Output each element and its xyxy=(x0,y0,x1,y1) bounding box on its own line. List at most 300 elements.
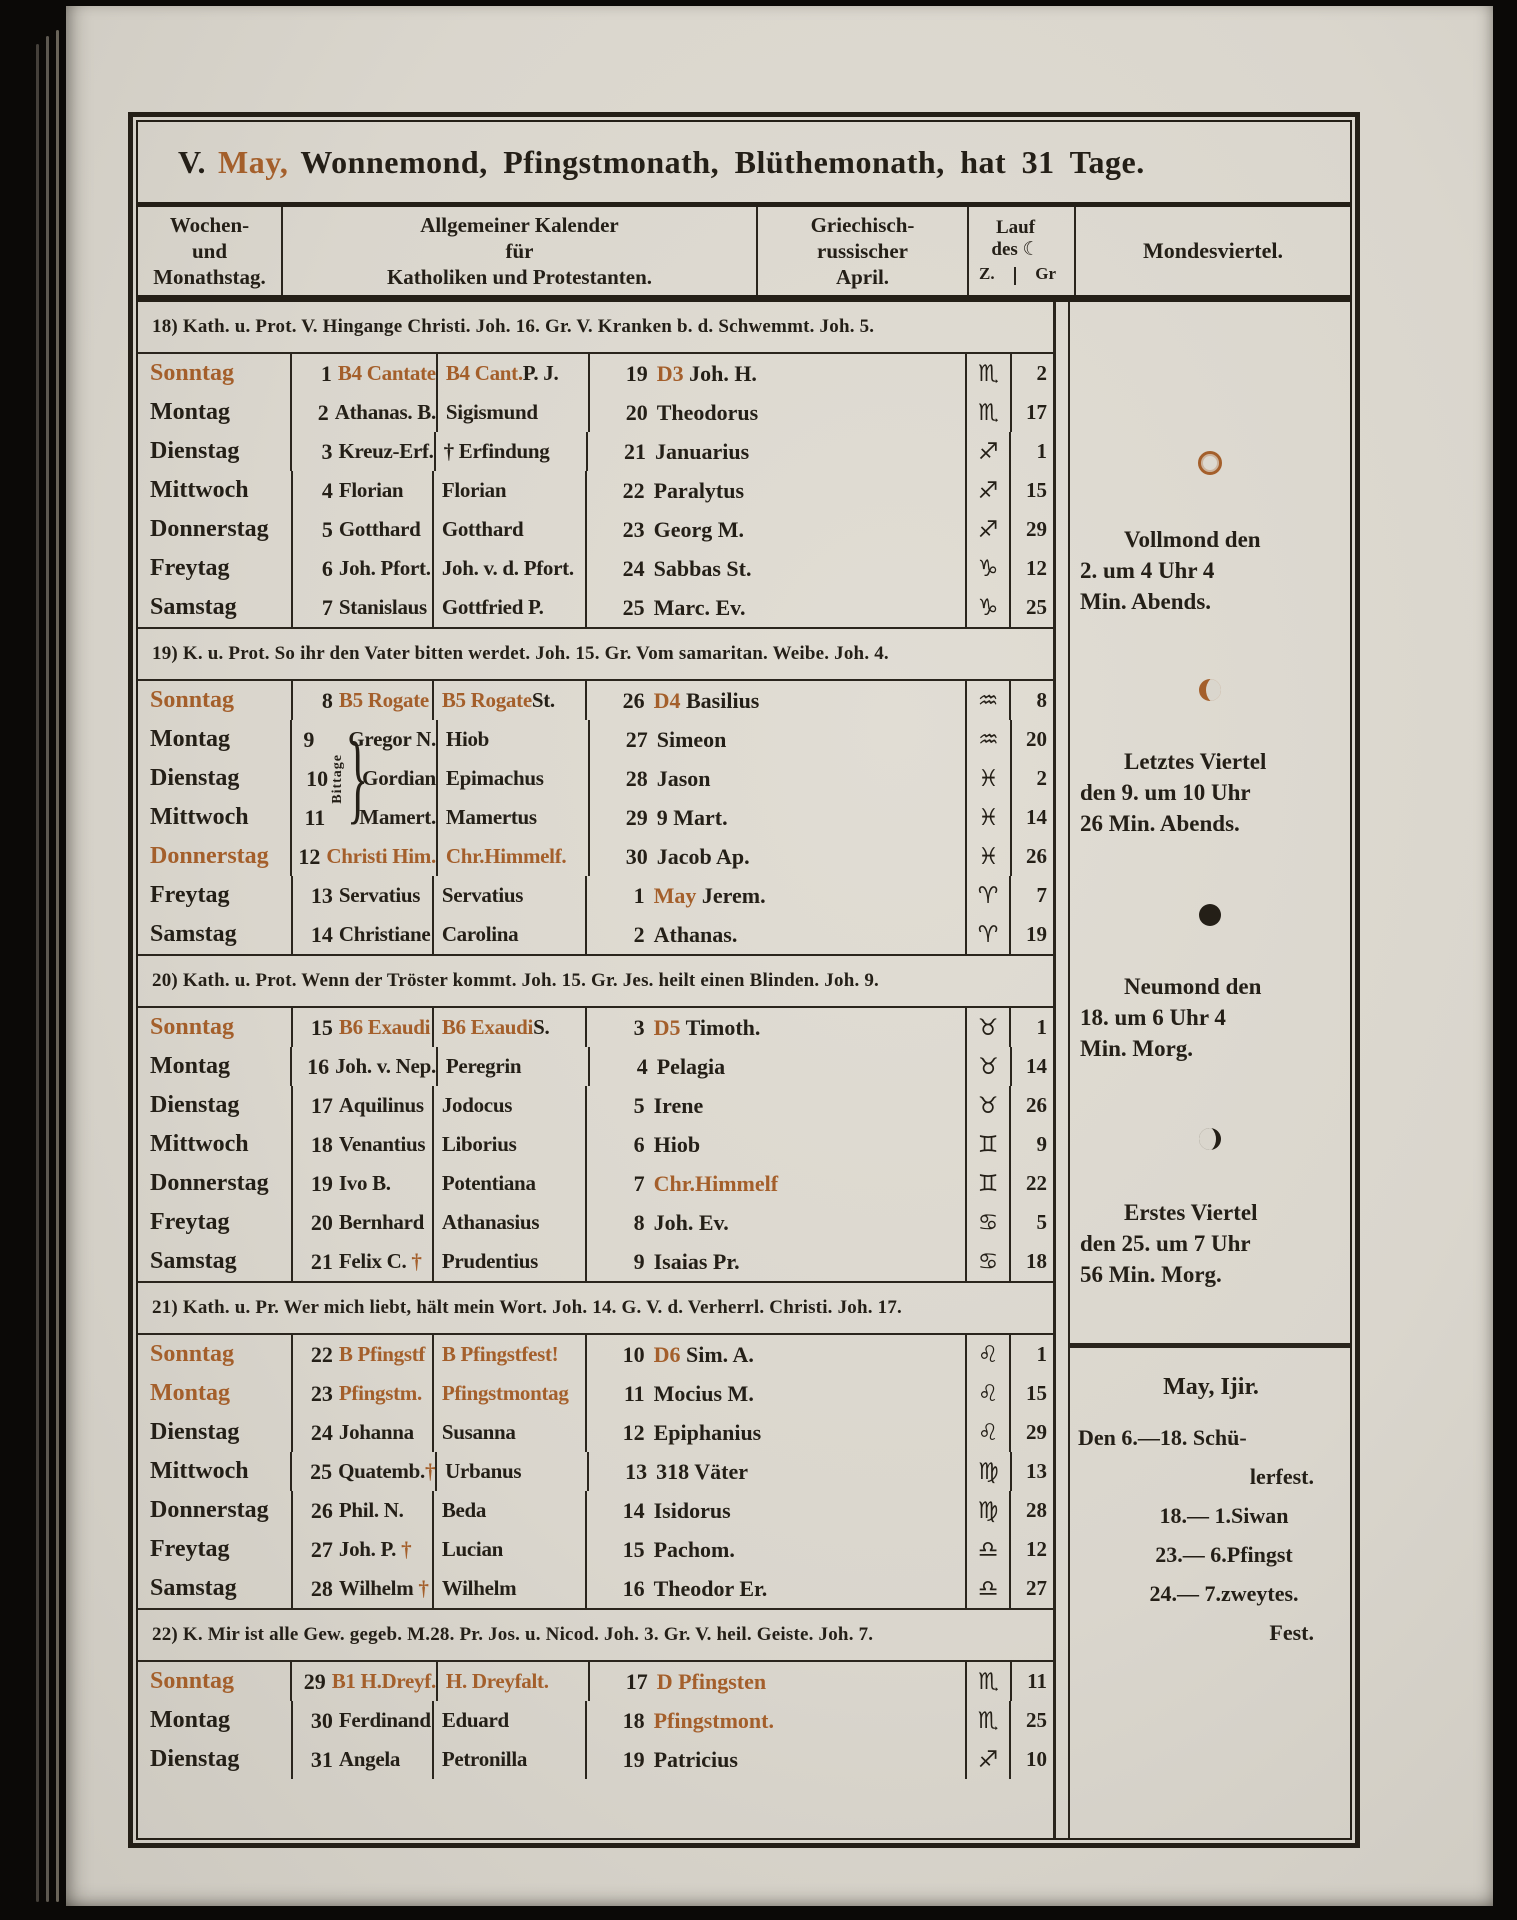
moon-quarter-line: Vollmond den xyxy=(1124,527,1261,552)
moon-degree: 7 xyxy=(1009,876,1053,915)
date-number: 3 xyxy=(321,438,333,464)
protestant-saint xyxy=(434,1530,587,1569)
date-number: 1 xyxy=(320,360,332,386)
calendar-row xyxy=(138,432,1053,471)
catholic-saint xyxy=(333,595,427,620)
header-line: Griechisch- xyxy=(810,213,915,237)
greek-cell xyxy=(587,883,965,909)
greek-saint-text: Sabbas St. xyxy=(653,555,752,581)
moon-degree: 28 xyxy=(1009,1491,1053,1530)
calendar-row xyxy=(138,1569,1053,1608)
greek-saint-text: D3 xyxy=(656,360,684,386)
protestant-saint-text: Hiob xyxy=(445,727,490,751)
protestant-saint-text: Wilhelm xyxy=(441,1576,517,1600)
protestant-saint-text: Athanasius xyxy=(441,1210,540,1234)
protestant-saint xyxy=(434,1569,587,1608)
date-number: 12 xyxy=(298,843,321,869)
sub-divider xyxy=(1014,267,1016,285)
protestant-saint xyxy=(434,1413,587,1452)
catholic-saint xyxy=(333,1015,430,1040)
protestant-saint-text: Prudentius xyxy=(441,1249,538,1273)
greek-saint-text: Pelagia xyxy=(656,1053,726,1079)
weekday-cell xyxy=(138,1086,293,1125)
full-moon-shape xyxy=(1198,451,1222,475)
month-name: May, xyxy=(217,143,289,180)
weekday-cell xyxy=(138,1164,293,1203)
header-moon-quarters-column xyxy=(1074,207,1350,295)
greek-saint xyxy=(645,1576,768,1602)
moon-quarter-text xyxy=(1080,524,1342,617)
calendar-row xyxy=(138,1008,1053,1047)
first-quarter-shape xyxy=(1199,1128,1221,1150)
moon-degree: 15 xyxy=(1009,1374,1053,1413)
zodiac-icon: ♈ xyxy=(965,876,1009,915)
zodiac-icon: ♏ xyxy=(965,1662,1009,1701)
zodiac-icon: ♐ xyxy=(965,510,1009,549)
weekday-cell-text: Sonntag xyxy=(150,687,235,713)
greek-saint xyxy=(645,1420,762,1446)
greek-cell xyxy=(587,1420,965,1446)
calendar-row xyxy=(138,393,1053,432)
protestant-saint xyxy=(434,1374,587,1413)
greek-saint-text: D5 xyxy=(653,1014,681,1040)
calendar-row xyxy=(138,1242,1053,1281)
greek-cell xyxy=(587,517,965,543)
moon-degree: 26 xyxy=(1009,1086,1053,1125)
protestant-saint-text: Potentiana xyxy=(441,1171,536,1195)
calendar-row xyxy=(138,1452,1053,1491)
catholic-saint xyxy=(333,1342,425,1367)
moon-degree: 18 xyxy=(1009,1242,1053,1281)
week-section xyxy=(138,954,1053,1281)
weekday-cell xyxy=(138,1203,293,1242)
weekday-cell-text: Freytag xyxy=(150,882,230,908)
greek-saint xyxy=(645,1249,740,1275)
week-gospel-header: 19) K. u. Prot. So ihr den Vater bitten werdet. Joh. 15. Gr. Vom samaritan. Weibe. Joh. 4. xyxy=(138,629,1053,681)
catholic-saint xyxy=(320,844,436,869)
greek-cell xyxy=(587,1747,965,1773)
calendar-row xyxy=(138,681,1053,720)
greek-date-number: 15 xyxy=(622,1536,645,1562)
hebrew-calendar-lines xyxy=(1078,1418,1340,1652)
full-moon-icon xyxy=(1198,451,1222,475)
date-number: 27 xyxy=(310,1536,333,1562)
book-page-edge xyxy=(56,30,59,1902)
moon-quarter-line: den 9. um 10 Uhr xyxy=(1080,780,1251,805)
catholic-saint-text: † xyxy=(411,1249,422,1273)
weekday-cell xyxy=(138,876,293,915)
header-line: Wochen- xyxy=(169,213,250,237)
weekday-cell xyxy=(138,1662,292,1701)
protestant-saint-text: Liborius xyxy=(441,1132,517,1156)
protestant-saint xyxy=(434,1491,587,1530)
greek-cell xyxy=(587,1537,965,1563)
greek-saint-text: Theodorus xyxy=(656,399,759,425)
catholic-cell xyxy=(292,354,438,393)
greek-cell xyxy=(587,922,965,948)
protestant-saint xyxy=(434,1203,587,1242)
protestant-saint xyxy=(434,1008,587,1047)
greek-date-number: 11 xyxy=(623,1380,645,1406)
catholic-saint xyxy=(333,1537,411,1562)
catholic-cell xyxy=(293,1242,434,1281)
catholic-cell xyxy=(293,1125,434,1164)
protestant-saint-text: P. J. xyxy=(522,361,559,385)
protestant-saint xyxy=(434,915,587,954)
catholic-saint xyxy=(333,1747,400,1772)
protestant-saint xyxy=(434,1242,587,1281)
greek-saint-text: Basilius xyxy=(680,687,760,713)
protestant-saint-text: Jodocus xyxy=(441,1093,513,1117)
header-line: Allgemeiner Kalender xyxy=(420,213,619,237)
catholic-saint-text: Joh. Pfort. xyxy=(338,556,431,580)
calendar-body xyxy=(138,302,1350,1838)
greek-saint xyxy=(647,1459,748,1485)
greek-saint-text: Irene xyxy=(653,1092,704,1118)
weekday-cell-text: Mittwoch xyxy=(150,804,249,830)
moon-degree: 2 xyxy=(1010,759,1053,798)
catholic-saint-text: Ferdinand xyxy=(338,1708,431,1732)
moon-quarters-column xyxy=(1068,302,1350,1838)
greek-cell xyxy=(587,1342,965,1368)
weekday-cell-text: Sonntag xyxy=(150,1014,235,1040)
moon-degree: 26 xyxy=(1010,837,1053,876)
date-number: 19 xyxy=(310,1170,333,1196)
week-section xyxy=(138,302,1053,627)
protestant-saint xyxy=(434,1740,587,1779)
header-line: russischer xyxy=(817,239,908,263)
week-gospel-header: 22) K. Mir ist alle Gew. gegeb. M.28. Pr. Jos. u. Nicod. Joh. 3. Gr. V. heil. Geiste. Joh. 7. xyxy=(138,1610,1053,1662)
calendar-row xyxy=(138,1125,1053,1164)
catholic-saint-text: B6 Exaudi xyxy=(338,1015,431,1039)
catholic-saint-text: B Pfingstf xyxy=(338,1342,426,1366)
hebrew-calendar-title: May, Ijir. xyxy=(1163,1374,1259,1400)
greek-saint xyxy=(645,1747,738,1773)
weekday-cell xyxy=(138,1701,293,1740)
calendar-row xyxy=(138,1701,1053,1740)
greek-saint xyxy=(648,844,750,870)
weekday-cell xyxy=(138,510,293,549)
weekday-cell-text: Freytag xyxy=(150,1209,230,1235)
catholic-cell xyxy=(293,1203,434,1242)
catholic-cell xyxy=(292,837,438,876)
protestant-saint-text: B Pfingstfest! xyxy=(441,1342,559,1366)
catholic-cell xyxy=(293,1530,434,1569)
hebrew-calendar-line: 23.— 6.Pfingst xyxy=(1155,1542,1293,1567)
calendar-row xyxy=(138,354,1053,393)
catholic-saint xyxy=(332,439,433,464)
weekday-cell xyxy=(138,1374,293,1413)
protestant-saint-text: Pfingstmontag xyxy=(441,1381,569,1405)
moon-degree: 12 xyxy=(1009,1530,1053,1569)
greek-cell xyxy=(587,1249,965,1275)
greek-saint-text: Pachom. xyxy=(653,1536,735,1562)
date-number: 6 xyxy=(321,555,333,581)
hebrew-calendar-line: Den 6.—18. Schü- xyxy=(1078,1425,1247,1450)
date-number: 24 xyxy=(310,1419,333,1445)
greek-cell xyxy=(587,688,965,714)
catholic-saint xyxy=(329,400,436,425)
catholic-saint xyxy=(332,1459,435,1484)
calendar-row xyxy=(138,837,1053,876)
weekday-cell-text: Freytag xyxy=(150,555,230,581)
greek-date-number: 4 xyxy=(636,1053,648,1079)
protestant-saint xyxy=(437,1452,589,1491)
date-number: 2 xyxy=(317,399,329,425)
zodiac-icon: ♎ xyxy=(965,1530,1009,1569)
moon-degree: 12 xyxy=(1009,549,1053,588)
bittage-brace-icon: } xyxy=(347,721,369,834)
catholic-saint-text: Mamert. xyxy=(359,805,436,829)
header-weekday-column xyxy=(138,207,283,295)
header-line: Monathstag. xyxy=(153,265,266,289)
moon-quarter-line: 26 Min. Abends. xyxy=(1080,811,1240,836)
date-number: 28 xyxy=(310,1575,333,1601)
catholic-saint xyxy=(333,1210,424,1235)
greek-saint-text: Theodor Er. xyxy=(653,1575,768,1601)
calendar-row xyxy=(138,1413,1053,1452)
greek-saint xyxy=(648,766,711,792)
date-number: 8 xyxy=(321,687,333,713)
header-greek-russian-column xyxy=(758,207,969,295)
catholic-cell xyxy=(293,915,434,954)
page-title xyxy=(138,122,1350,207)
calendar-row xyxy=(138,798,1053,837)
weekday-cell-text: Mittwoch xyxy=(150,1458,249,1484)
week-rows xyxy=(138,1008,1053,1281)
catholic-cell xyxy=(292,393,438,432)
moon-degree: 1 xyxy=(1009,1335,1053,1374)
weekday-cell xyxy=(138,1452,292,1491)
greek-saint xyxy=(645,1537,735,1563)
catholic-cell xyxy=(293,1701,434,1740)
moon-quarter-line: 2. um 4 Uhr 4 xyxy=(1080,558,1215,583)
protestant-saint-text: Susanna xyxy=(441,1420,516,1444)
header-line: für xyxy=(505,239,534,263)
hebrew-calendar-line: 18.— 1.Siwan xyxy=(1159,1503,1289,1528)
catholic-saint xyxy=(333,478,403,503)
greek-date-number: 8 xyxy=(633,1209,645,1235)
weekday-cell-text: Sonntag xyxy=(150,1668,235,1694)
catholic-saint-text: Angela xyxy=(338,1747,401,1771)
date-number: 9 xyxy=(303,726,315,752)
date-number: 20 xyxy=(310,1209,333,1235)
week-section xyxy=(138,1281,1053,1608)
date-number: 23 xyxy=(310,1380,333,1406)
greek-saint xyxy=(648,400,758,426)
catholic-saint-text: Wilhelm xyxy=(338,1576,419,1600)
moon-degree: 19 xyxy=(1009,915,1053,954)
moon-degree: 1 xyxy=(1009,432,1053,471)
greek-saint-text: Jacob Ap. xyxy=(656,843,750,869)
catholic-saint-text: B5 Rogate xyxy=(338,688,429,712)
greek-date-number: 18 xyxy=(622,1707,645,1733)
catholic-cell xyxy=(293,510,434,549)
greek-date-number: 23 xyxy=(622,516,645,542)
date-number: 15 xyxy=(310,1014,333,1040)
weekday-cell xyxy=(138,1569,293,1608)
weekday-cell xyxy=(138,1047,292,1086)
weekday-cell-text: Samstag xyxy=(150,921,237,947)
protestant-saint-text: Gotthard xyxy=(441,517,524,541)
catholic-saint-text: Joh. v. Nep. xyxy=(335,1054,436,1078)
header-general-calendar-column xyxy=(283,207,758,295)
moon-quarter-line: Min. Morg. xyxy=(1080,1036,1194,1061)
catholic-saint xyxy=(333,1576,429,1601)
date-number: 10 xyxy=(306,765,329,791)
hebrew-calendar-line: 24.— 7.zweytes. xyxy=(1149,1581,1299,1606)
weekday-cell-text: Montag xyxy=(150,399,230,425)
greek-saint-text: Simeon xyxy=(656,726,727,752)
catholic-cell xyxy=(293,1335,434,1374)
protestant-saint xyxy=(434,876,587,915)
catholic-saint-text: † xyxy=(424,1459,436,1483)
greek-cell xyxy=(590,805,966,831)
weekday-cell-text: Donnerstag xyxy=(150,843,269,869)
calendar-row xyxy=(138,1164,1053,1203)
protestant-saint-text: Florian xyxy=(441,478,507,502)
weekday-cell-text: Sonntag xyxy=(150,360,235,386)
catholic-cell xyxy=(292,1452,437,1491)
zodiac-icon: ♐ xyxy=(965,471,1009,510)
week-rows xyxy=(138,1335,1053,1608)
catholic-saint-text: B1 H.Dreyf. xyxy=(331,1669,436,1693)
zodiac-icon: ♐ xyxy=(965,432,1009,471)
greek-saint-text: Joh. Ev. xyxy=(653,1209,729,1235)
greek-cell xyxy=(589,1459,965,1485)
catholic-saint-text: Bernhard xyxy=(338,1210,424,1234)
week-rows xyxy=(138,354,1053,627)
weekday-cell xyxy=(138,720,292,759)
greek-date-number: 30 xyxy=(625,843,648,869)
weekday-cell-text: Donnerstag xyxy=(150,1497,269,1523)
catholic-saint-text: Phil. N. xyxy=(338,1498,404,1522)
greek-cell xyxy=(587,595,965,621)
greek-cell xyxy=(587,1381,965,1407)
protestant-saint-text: Beda xyxy=(441,1498,487,1522)
weekday-cell xyxy=(138,1740,293,1779)
greek-saint xyxy=(645,883,766,909)
zodiac-icon: ♉ xyxy=(965,1047,1009,1086)
calendar-row xyxy=(138,876,1053,915)
protestant-saint-text: Chr.Himmelf. xyxy=(445,844,567,868)
catholic-saint-text: Felix C. xyxy=(338,1249,412,1273)
protestant-saint-text: Urbanus xyxy=(445,1459,522,1483)
protestant-saint xyxy=(438,1047,590,1086)
greek-saint-text: D Pfingsten xyxy=(656,1668,767,1694)
greek-cell xyxy=(587,1210,965,1236)
greek-date-number: 21 xyxy=(624,438,646,464)
calendar-row xyxy=(138,1086,1053,1125)
moon-degree: 25 xyxy=(1009,1701,1053,1740)
catholic-saint-text: B4 Cantate xyxy=(337,361,436,385)
greek-saint-text: 318 Väter xyxy=(656,1458,749,1484)
moon-degree: 9 xyxy=(1009,1125,1053,1164)
calendar-frame-inner xyxy=(136,120,1352,1840)
greek-saint-text: Patricius xyxy=(653,1746,738,1772)
greek-date-number: 29 xyxy=(625,804,648,830)
catholic-saint-text: Venantius xyxy=(338,1132,426,1156)
weekday-cell-text: Samstag xyxy=(150,1248,237,1274)
weekday-cell-text: Mittwoch xyxy=(150,477,249,503)
protestant-saint-text: S. xyxy=(533,1015,550,1039)
protestant-saint-text: B4 Cant. xyxy=(445,361,523,385)
week-gospel-header: 18) Kath. u. Prot. V. Hingange Christi. Joh. 16. Gr. V. Kranken b. d. Schwemmt. Joh. 5. xyxy=(138,302,1053,354)
calendar-row xyxy=(138,588,1053,627)
catholic-saint xyxy=(333,1420,414,1445)
moon-degree: 13 xyxy=(1010,1452,1054,1491)
greek-saint-text: Joh. H. xyxy=(683,360,757,386)
calendar-row xyxy=(138,1491,1053,1530)
calendar-row xyxy=(138,1740,1053,1779)
catholic-cell xyxy=(293,1413,434,1452)
date-number: 11 xyxy=(304,804,326,830)
greek-cell xyxy=(590,727,966,753)
protestant-saint-text: Gottfried P. xyxy=(441,595,544,619)
catholic-saint xyxy=(333,517,421,542)
header-line: Lauf xyxy=(995,217,1036,238)
new-moon-shape xyxy=(1199,904,1221,926)
catholic-cell xyxy=(293,1008,434,1047)
catholic-saint xyxy=(333,1171,391,1196)
catholic-saint-text: Athanas. B. xyxy=(334,400,436,424)
greek-saint xyxy=(645,688,760,714)
date-number: 16 xyxy=(307,1053,330,1079)
weekday-cell xyxy=(138,1008,293,1047)
header-line: Katholiken und Protestanten. xyxy=(386,265,653,289)
catholic-saint-text: † xyxy=(418,1576,429,1600)
moon-degree: 10 xyxy=(1009,1740,1053,1779)
greek-date-number: 27 xyxy=(625,726,648,752)
zodiac-icon: ♎ xyxy=(965,1569,1009,1608)
protestant-saint xyxy=(438,393,590,432)
bittage-bracket xyxy=(330,720,368,837)
moon-quarter-line: den 25. um 7 Uhr xyxy=(1080,1231,1251,1256)
date-number: 4 xyxy=(321,477,333,503)
weekday-cell-text: Dienstag xyxy=(150,1419,240,1445)
protestant-saint xyxy=(434,1086,587,1125)
zodiac-icon: ♓ xyxy=(965,837,1009,876)
catholic-saint xyxy=(333,1132,425,1157)
greek-saint xyxy=(645,1708,774,1734)
degree-abbrev: Gr xyxy=(1035,264,1056,283)
weekday-cell xyxy=(138,1125,293,1164)
greek-saint-text: Jason xyxy=(656,765,711,791)
protestant-saint-text: B6 Exaudi xyxy=(441,1015,534,1039)
moon-degree: 29 xyxy=(1009,510,1053,549)
greek-saint xyxy=(646,439,749,465)
greek-saint xyxy=(645,478,744,504)
table-header xyxy=(138,207,1350,302)
protestant-saint xyxy=(434,1335,587,1374)
header-moon-course-column xyxy=(969,207,1062,295)
header-line: und xyxy=(191,239,228,263)
calendar-row xyxy=(138,1203,1053,1242)
weekday-cell-text: Dienstag xyxy=(150,438,240,464)
protestant-saint-text: St. xyxy=(531,688,555,712)
moon-degree: 20 xyxy=(1010,720,1053,759)
zodiac-icon: ♏ xyxy=(965,1701,1009,1740)
greek-date-number: 6 xyxy=(633,1131,645,1157)
calendar-row xyxy=(138,1530,1053,1569)
hebrew-calendar-line: lerfest. xyxy=(1249,1464,1314,1489)
greek-saint-text: Isaias Pr. xyxy=(653,1248,740,1274)
greek-date-number: 10 xyxy=(622,1341,645,1367)
greek-saint xyxy=(648,805,728,831)
catholic-cell xyxy=(293,1491,434,1530)
catholic-cell xyxy=(293,1740,434,1779)
zodiac-icon: ♉ xyxy=(965,1086,1009,1125)
